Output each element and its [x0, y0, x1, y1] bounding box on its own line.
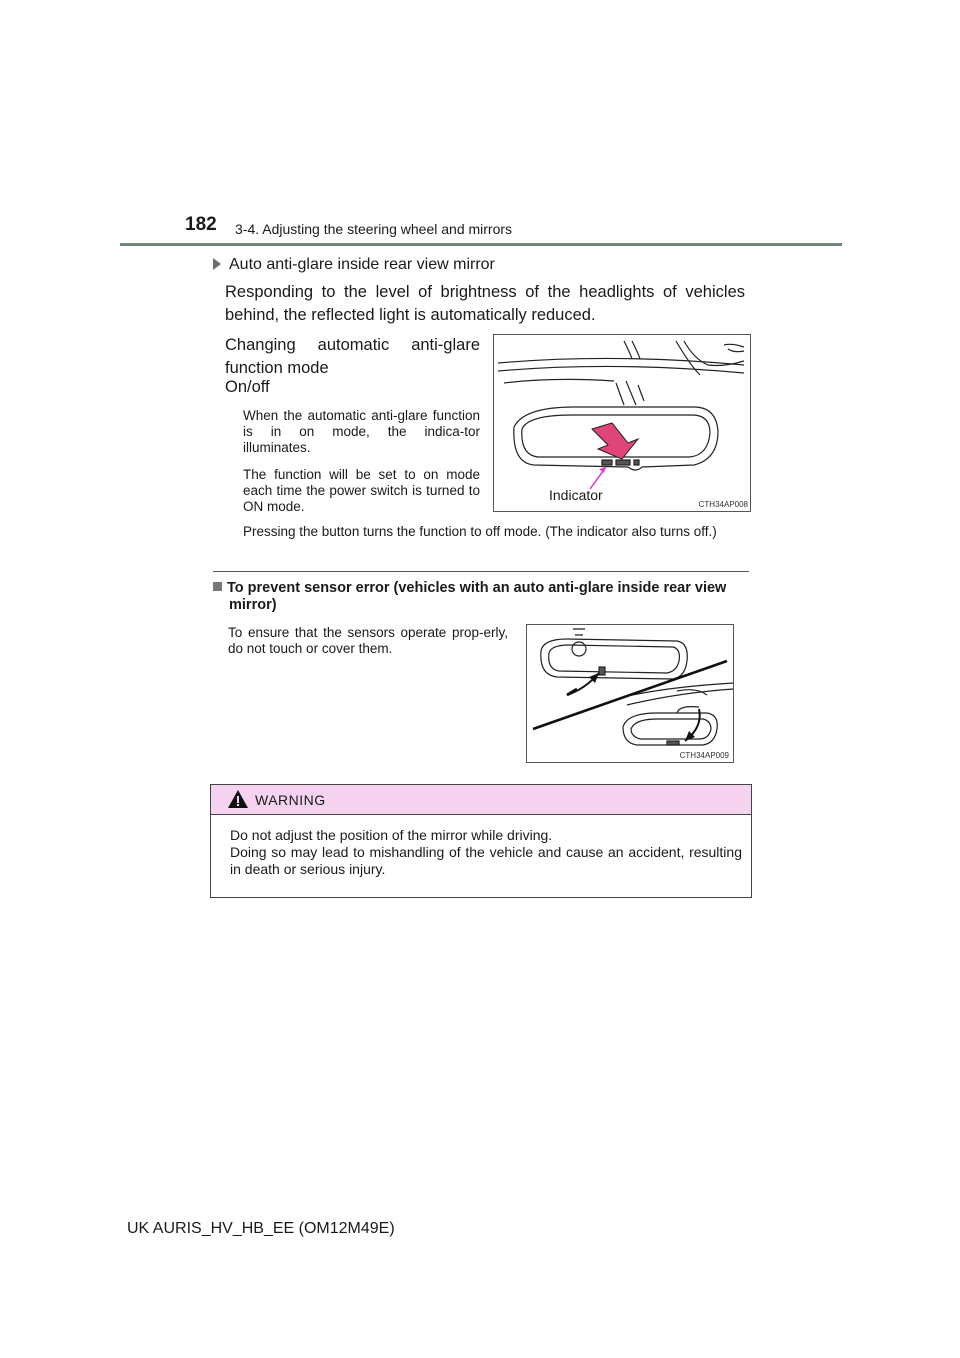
mirror-indicator-figure — [493, 334, 751, 512]
warning-line-1: Do not adjust the position of the mirror while driving. — [230, 827, 553, 843]
triangle-bullet-icon — [213, 258, 221, 270]
page-number: 182 — [185, 214, 217, 235]
warning-header — [211, 785, 751, 815]
warning-icon — [227, 789, 249, 809]
mode-heading: Changing automatic anti-glare function mode — [225, 336, 480, 377]
press-arrow-icon — [592, 423, 638, 459]
footer-doc-id: UK AURIS_HV_HB_EE (OM12M49E) — [127, 1220, 395, 1237]
note-indicator: When the automatic anti-glare function is in on mode, the indica-tor illuminates. — [243, 408, 480, 455]
sub-heading — [213, 256, 495, 274]
header-rule — [120, 243, 842, 246]
warning-label: WARNING — [255, 792, 326, 808]
onoff-label: On/off — [225, 378, 270, 396]
intro-paragraph: Responding to the level of brightness of the headlights of vehicles behind, the reflected light is automatically reduced. — [225, 283, 745, 324]
section-title: 3-4. Adjusting the steering wheel and mirrors — [235, 221, 513, 237]
warning-box — [210, 784, 752, 898]
warning-line-2: Doing so may lead to mishandling of the vehicle and cause an accident, resulting in death or serious injury. — [230, 844, 742, 877]
note-off-mode: Pressing the button turns the function to off mode. (The indicator also turns off.) — [243, 524, 717, 539]
figure-2-code: CTH34AP009 — [679, 751, 729, 760]
sensor-heading — [213, 580, 751, 614]
figure-1-code: CTH34AP008 — [698, 500, 748, 509]
mirror-sensor-figure — [526, 624, 734, 763]
sensor-heading-line1: To prevent sensor error (vehicles with an auto anti-glare inside rear view — [227, 580, 727, 596]
sensor-text: To ensure that the sensors operate prop-erly, do not touch or cover them. — [228, 625, 508, 656]
sensor-heading-line2: mirror) — [229, 597, 277, 613]
indicator-label: Indicator — [549, 487, 603, 503]
mirror-illustration — [494, 335, 750, 511]
sensor-illustration — [527, 625, 733, 762]
note-power-switch: The function will be set to on mode each time the power switch is turned to ON mode. — [243, 467, 480, 514]
section-rule — [213, 571, 749, 572]
sub-heading-text: Auto anti-glare inside rear view mirror — [229, 256, 495, 273]
warning-body — [230, 827, 742, 878]
square-bullet-icon — [213, 582, 222, 591]
